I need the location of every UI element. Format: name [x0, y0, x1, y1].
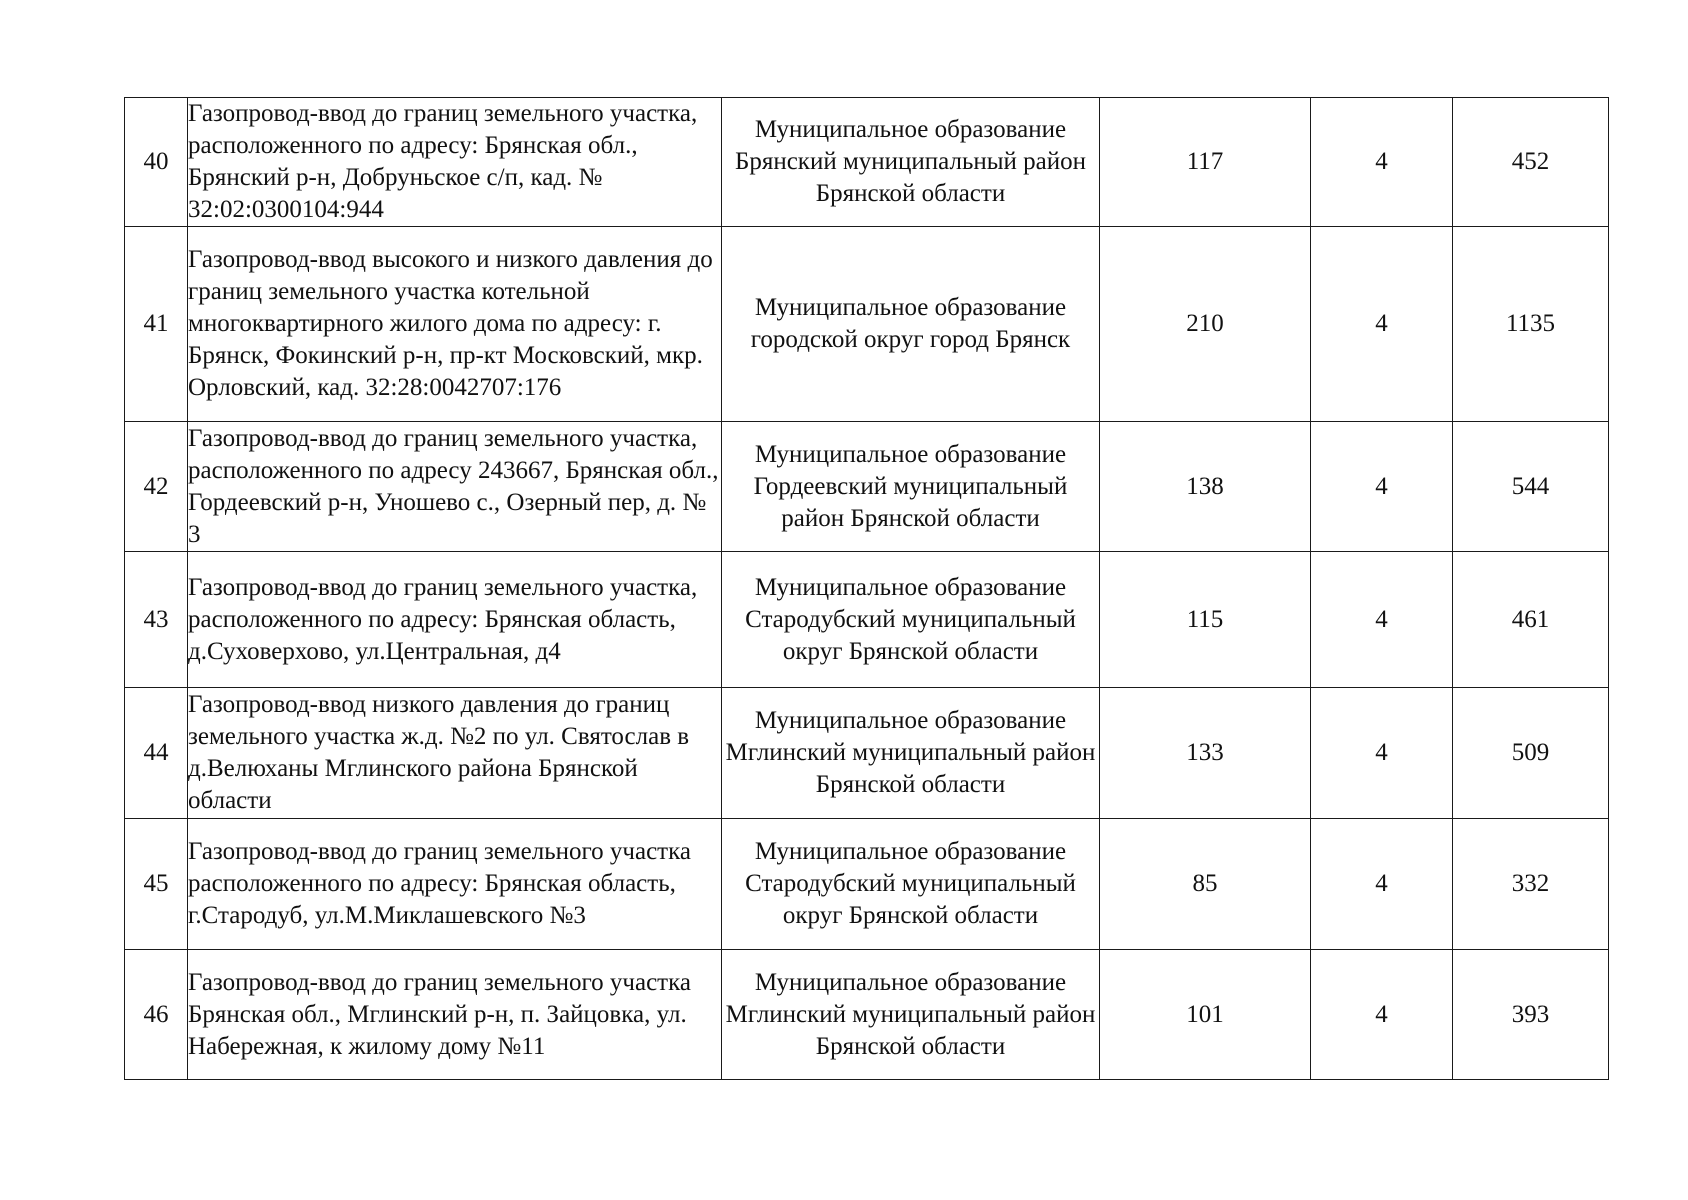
owner-municipality: Муниципальное образование городской округ город Брянск [722, 227, 1100, 422]
row-number: 46 [125, 950, 188, 1080]
value-category: 4 [1311, 819, 1453, 950]
object-description: Газопровод-ввод до границ земельного участка расположенного по адресу: Брянская область, г.Стародуб, ул.М.Миклашевского №3 [188, 819, 722, 950]
object-description: Газопровод-ввод до границ земельного участка, расположенного по адресу: Брянская область, д.Суховерхово, ул.Центральная, д4 [188, 552, 722, 688]
value-length: 210 [1100, 227, 1311, 422]
value-length: 85 [1100, 819, 1311, 950]
row-number: 41 [125, 227, 188, 422]
object-description: Газопровод-ввод до границ земельного участка, расположенного по адресу: Брянская обл., Брянский р-н, Добруньское с/п, кад. № 32:02:0300104:944 [188, 98, 722, 227]
value-total: 393 [1453, 950, 1609, 1080]
object-description: Газопровод-ввод низкого давления до границ земельного участка ж.д. №2 по ул. Святослав в д.Велюханы Мглинского района Брянской области [188, 688, 722, 819]
table-row [125, 227, 1609, 422]
object-description: Газопровод-ввод до границ земельного участка Брянская обл., Мглинский р-н, п. Зайцовка, ул. Набережная, к жилому дому №11 [188, 950, 722, 1080]
value-length: 117 [1100, 98, 1311, 227]
value-category: 4 [1311, 227, 1453, 422]
table-row [125, 422, 1609, 552]
owner-municipality: Муниципальное образование Брянский муниципальный район Брянской области [722, 98, 1100, 227]
value-category: 4 [1311, 688, 1453, 819]
table-row [125, 552, 1609, 688]
owner-municipality: Муниципальное образование Мглинский муниципальный район Брянской области [722, 688, 1100, 819]
value-total: 1135 [1453, 227, 1609, 422]
value-total: 544 [1453, 422, 1609, 552]
object-description: Газопровод-ввод до границ земельного участка, расположенного по адресу 243667, Брянская обл., Гордеевский р-н, Уношево с., Озерный пер, д. № 3 [188, 422, 722, 552]
value-length: 138 [1100, 422, 1311, 552]
value-category: 4 [1311, 98, 1453, 227]
table-row [125, 819, 1609, 950]
table-row [125, 98, 1609, 227]
row-number: 40 [125, 98, 188, 227]
table-row [125, 950, 1609, 1080]
value-length: 101 [1100, 950, 1311, 1080]
value-category: 4 [1311, 552, 1453, 688]
value-total: 509 [1453, 688, 1609, 819]
object-description: Газопровод-ввод высокого и низкого давления до границ земельного участка котельной многоквартирного жилого дома по адресу: г. Брянск, Фокинский р-н, пр-кт Московский, мкр. Орловский, кад. 32:28:0042707:176 [188, 227, 722, 422]
row-number: 44 [125, 688, 188, 819]
value-total: 452 [1453, 98, 1609, 227]
gas-pipeline-table [124, 97, 1609, 1080]
value-total: 332 [1453, 819, 1609, 950]
value-category: 4 [1311, 422, 1453, 552]
value-length: 115 [1100, 552, 1311, 688]
value-total: 461 [1453, 552, 1609, 688]
owner-municipality: Муниципальное образование Стародубский муниципальный округ Брянской области [722, 552, 1100, 688]
owner-municipality: Муниципальное образование Мглинский муниципальный район Брянской области [722, 950, 1100, 1080]
owner-municipality: Муниципальное образование Стародубский муниципальный округ Брянской области [722, 819, 1100, 950]
row-number: 42 [125, 422, 188, 552]
owner-municipality: Муниципальное образование Гордеевский муниципальный район Брянской области [722, 422, 1100, 552]
table-row [125, 688, 1609, 819]
value-category: 4 [1311, 950, 1453, 1080]
value-length: 133 [1100, 688, 1311, 819]
row-number: 45 [125, 819, 188, 950]
row-number: 43 [125, 552, 188, 688]
